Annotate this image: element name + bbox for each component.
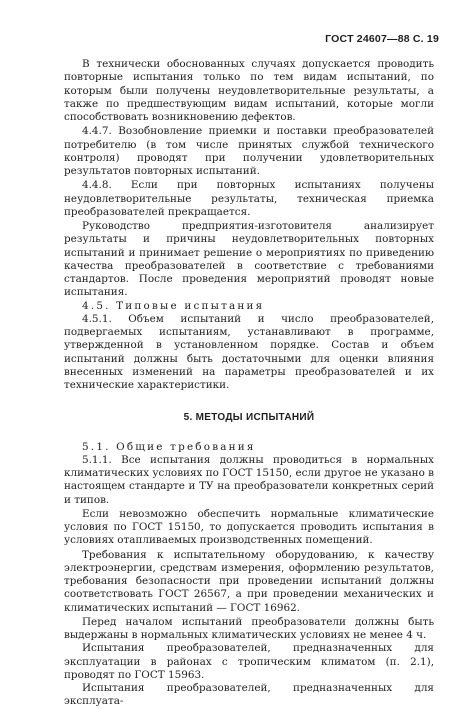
- paragraph-5-1-1: 5.1.1. Все испытания должны проводиться в нормальных климатических условиях по ГОСТ 15150, если другое не указано в настоящем стандарте и ТУ на преобразователи конкретных серий и типов.: [64, 453, 434, 506]
- paragraph-4-5-1: 4.5.1. Объем испытаний и число преобразователей, подвергаемых испытаниям, устанавливают в программе, утвержденной в установленном порядке. Состав и объем испытаний должны быть достаточными для оценки влияния внесенных изменений на параметры преобразователей и их технические характеристики.: [64, 312, 434, 391]
- paragraph-4-4-8: 4.4.8. Если при повторных испытаниях получены неудовлетворительные результаты, техническая приемка преобразователей прекращается.: [64, 179, 434, 218]
- paragraph-equipment-requirements: Требования к испытательному оборудованию, к качеству электроэнергии, средствам измерения, оформлению результатов, требования безопасности при проведении испытаний должны соответствовать ГОСТ 26567, а при проведении механических и климатических испытаний — ГОСТ 16962.: [64, 548, 434, 614]
- page-header: ГОСТ 24607—88 С. 19: [325, 33, 439, 45]
- subsection-heading-typical-tests: 4.5. Типовые испытания: [82, 299, 265, 312]
- paragraph-continued: Испытания преобразователей, предназначенных для эксплуата-: [64, 682, 434, 708]
- section-title: 5. МЕТОДЫ ИСПЫТАНИЙ: [183, 412, 315, 424]
- paragraph-management-analysis: Руководство предприятия-изготовителя анализирует результаты и причины неудовлетворительных повторных испытаний и принимает решение о мероприятиях по приведению качества преобразователей в соответствие с требованиями стандартов. После проведения мероприятий проводят новые испытания.: [64, 220, 434, 299]
- subsection-heading-general-requirements: 5.1. Общие требования: [82, 440, 256, 453]
- paragraph-tropical-climate: Испытания преобразователей, предназначенных для эксплуатации в районах с тропическим климатом (п. 2.1), проводят по ГОСТ 15963.: [64, 642, 434, 681]
- paragraph-conditioning: Перед началом испытаний преобразователи должны быть выдержаны в нормальных климатических условиях не менее 4 ч.: [64, 615, 434, 641]
- paragraph-heated-premises: Если невозможно обеспечить нормальные климатические условия по ГОСТ 15150, то допускается проводить испытания в условиях отапливаемых производственных помещений.: [64, 507, 434, 547]
- paragraph-4-4-7: 4.4.7. Возобновление приемки и поставки преобразователей потребителю (в том числе принятых службой технического контроля) проводят при получении удовлетворительных результатов повторных испытаний.: [64, 125, 434, 177]
- document-body: [64, 58, 434, 709]
- paragraph-retest-cases: В технически обоснованных случаях допускается проводить повторные испытания только по тем видам испытаний, по которым были получены неудовлетворительные результаты, а также по предшествующим видам испытаний, которые могли способствовать возникновению дефектов.: [64, 58, 434, 123]
